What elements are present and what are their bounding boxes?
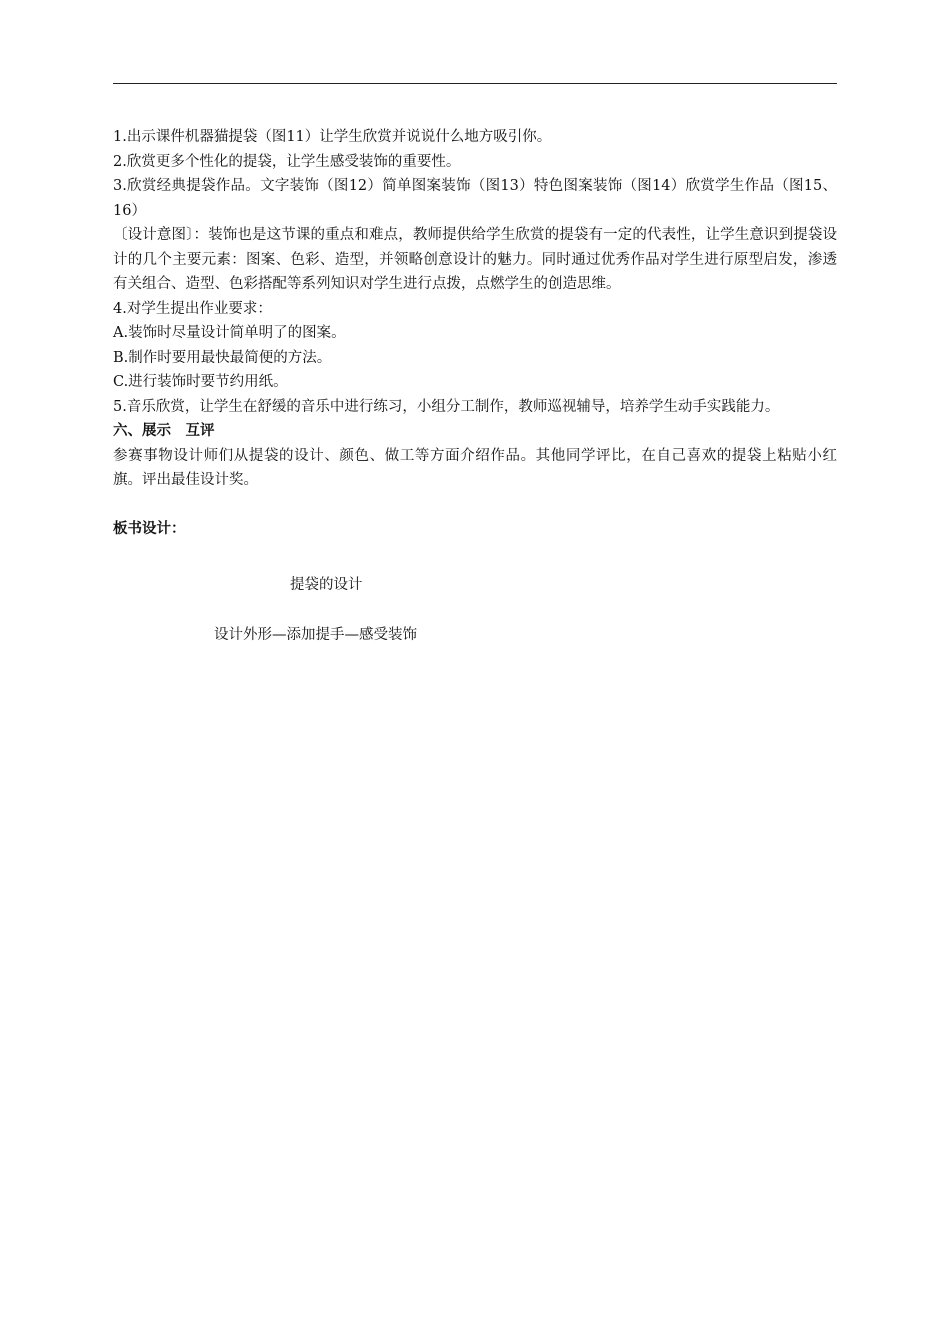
spacer [113,493,837,517]
requirement-c: C.进行装饰时要节约用纸。 [113,374,288,390]
section-heading: 六、展示 互评 [113,423,215,439]
document-body [113,125,837,541]
paragraph-3: 3.欣赏经典提袋作品。文字装饰（图12）简单图案装饰（图13）特色图案装饰（图14）欣赏学生作品（图15、16） [113,178,837,219]
requirement-a: A.装饰时尽量设计简单明了的图案。 [113,325,346,341]
paragraph-1: 1.出示课件机器猫提袋（图11）让学生欣赏并说说什么地方吸引你。 [113,129,552,145]
board-heading: 板书设计： [113,520,186,537]
paragraph-5: 5.音乐欣赏，让学生在舒缓的音乐中进行练习，小组分工制作，教师巡视辅导，培养学生动手实践能力。 [113,398,780,415]
design-intent-paragraph: 〔设计意图〕：装饰也是这节课的重点和难点，教师提供给学生欣赏的提袋有一定的代表性，让学生意识到提袋设计的几个主要元素：图案、色彩、造型，并领略创意设计的魅力。同时通过优秀作品对学生进行原型启发，渗透有关组合、造型、色彩搭配等系列知识对学生进行点拨，点燃学生的创造思维。 [113,227,837,292]
section-text: 参赛事物设计师们从提袋的设计、颜色、做工等方面介绍作品。其他同学评比，在自己喜欢的提袋上粘贴小红旗。评出最佳设计奖。 [113,447,837,488]
paragraph-4: 4.对学生提出作业要求： [113,300,272,317]
board-flow: 设计外形—添加提手—感受装饰 [214,627,417,643]
board-title: 提袋的设计 [290,577,363,593]
requirement-b: B.制作时要用最快最简便的方法。 [113,349,332,366]
paragraph-2: 2.欣赏更多个性化的提袋，让学生感受装饰的重要性。 [113,153,461,170]
header-rule [113,83,837,84]
